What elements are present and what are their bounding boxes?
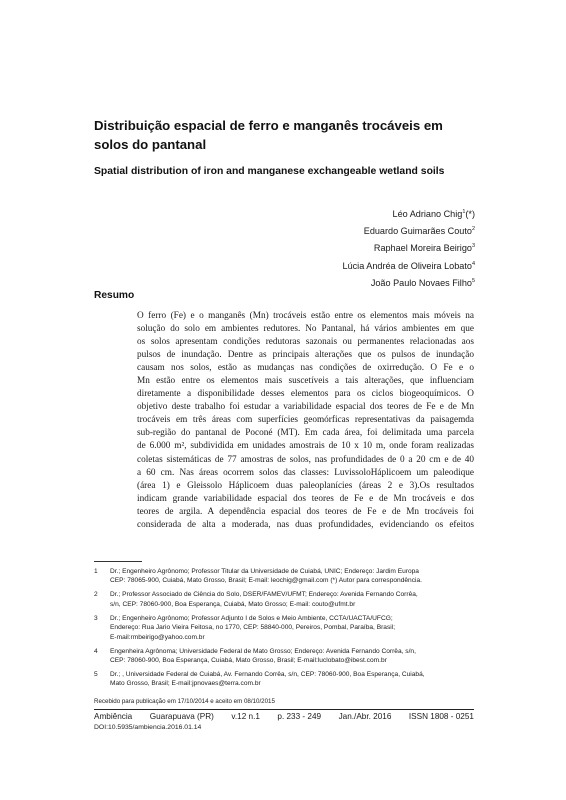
abstract-line: causam nos solos, estão as mudanças nas condições de oxirredução. O Fe e o bbox=[137, 363, 474, 374]
journal-city: Guarapuava (PR) bbox=[149, 712, 214, 721]
footnote-number: 4 bbox=[94, 647, 98, 655]
abstract-line: considerada de alta a moderada, nas duas profundidades, evidenciando os efeitos bbox=[137, 519, 474, 530]
footnote-line: Dr.; Professor Associado de Ciência do Solo, DSER/FAMEV/UFMT; Endereço: Avenida Fernando Corrêa, bbox=[110, 591, 418, 599]
footnote-line: CEP: 78065-900, Cuiabá, Mato Grosso, Brasil; E-mail: leochig@gmail.com (*) Autor para correspondência. bbox=[110, 577, 422, 585]
footnote-4 bbox=[94, 647, 474, 666]
footnote-line: Endereço: Rua Jario Vieira Feitosa, no 1770, CEP: 58840-000, Pereiros, Pombal, Paraíba, Brasil; bbox=[110, 624, 396, 632]
author-3 bbox=[343, 239, 475, 256]
footnote-divider bbox=[94, 561, 142, 562]
journal-pages: p. 233 - 249 bbox=[277, 712, 322, 721]
author-affiliation-mark: 2 bbox=[471, 226, 475, 233]
author-name: Raphael Moreira Beirigo bbox=[373, 243, 472, 254]
doi: DOI:10.5935/ambiencia.2016.01.14 bbox=[94, 724, 202, 731]
author-affiliation-mark: 5 bbox=[471, 277, 475, 284]
article-title-line-2: solos do pantanal bbox=[94, 137, 207, 152]
footnote-line: Mato Grosso, Brasil; E-mail:jpnovaes@terra.com.br bbox=[110, 680, 261, 688]
footnote-number: 1 bbox=[94, 568, 98, 575]
abstract-line: trocáveis em três áreas com superfícies geomórficas representativas da paisagemda bbox=[137, 415, 474, 426]
author-name: Léo Adriano Chig bbox=[392, 209, 463, 220]
abstract-line: O ferro (Fe) e o manganês (Mn) trocáveis estão entre os elementos mais móveis na bbox=[137, 311, 474, 321]
footnote-line: Dr.; Engenheiro Agrônomo; Professor Titular da Universidade de Cuiabá, UNIC; Endereço: Jardim Europa bbox=[110, 568, 419, 575]
author-2 bbox=[343, 222, 475, 239]
abstract-line: (área 1) e Gleissolo Háplicoem duas paleoplanícies (áreas 2 e 3).Os resultados bbox=[137, 480, 474, 491]
author-name: Eduardo Guimarães Couto bbox=[363, 226, 472, 237]
abstract-heading: Resumo bbox=[94, 290, 135, 301]
abstract-line: coletas sistemáticas de 77 amostras de solos, nas profundidades de 0 a 20 cm e de 40 bbox=[137, 454, 474, 465]
footnote-number: 2 bbox=[94, 591, 98, 599]
abstract-line: sub-região do pantanal de Poconé (MT). Em cada área, foi delimitada uma parcela bbox=[137, 428, 474, 439]
footnotes bbox=[94, 567, 474, 693]
abstract-line: diretamente a disponibilidade desses elementos para os ciclos biogeoquímicos. O bbox=[137, 389, 474, 400]
author-affiliation-mark: 4 bbox=[471, 260, 475, 267]
author-affiliation-mark: 1 bbox=[462, 209, 466, 215]
author-list bbox=[343, 205, 475, 291]
abstract-body bbox=[137, 310, 474, 532]
footnote-line: Engenheira Agrônoma; Universidade Federal de Mato Grosso; Endereço: Avenida Fernando Corrêa, s/n, bbox=[110, 647, 416, 655]
journal-name: Ambiência bbox=[94, 712, 133, 721]
corresponding-mark: (*) bbox=[465, 209, 475, 220]
footnote-number: 5 bbox=[94, 671, 98, 679]
abstract-line: indicam grande variabilidade espacial dos teores de Fe e de Mn trocáveis e dos bbox=[137, 493, 474, 504]
footnote-line: E-mail:rmbeirigo@yahoo.com.br bbox=[110, 633, 205, 641]
footnote-number: 3 bbox=[94, 614, 98, 622]
english-title: Spatial distribution of iron and manganese exchangeable wetland soils bbox=[94, 166, 445, 177]
abstract-line: Mn estão entre os elementos mais suscetíveis a tais alterações, que influenciam bbox=[137, 376, 474, 387]
abstract-line: solução do solo em ambientes redutores. No Pantanal, há vários ambientes em que bbox=[137, 324, 474, 335]
footnote-5 bbox=[94, 670, 474, 689]
footnote-2 bbox=[94, 590, 474, 609]
abstract-line: de 6.000 m², subdividida em unidades amostrais de 10 x 10 m, onde foram realizadas bbox=[137, 441, 474, 452]
article-title bbox=[94, 116, 494, 154]
journal-issn: ISSN 1808 - 0251 bbox=[408, 712, 474, 721]
abstract-line: teores de argila. A dependência espacial dos teores de Fe e de Mn trocáveis foi bbox=[137, 506, 474, 517]
received-date: Recebido para publicação em 17/10/2014 e aceito em 08/10/2015 bbox=[94, 698, 275, 705]
footnote-line: Dr.; , Universidade Federal de Cuiabá, Av. Fernando Corrêa, s/n, CEP: 78060-900, Boa Esperança, Cuiabá, bbox=[110, 671, 425, 679]
footnote-line: CEP: 78060-900, Boa Esperança, Cuiabá, Mato Grosso, Brasil; E-mail:luclobato@ibest.com.br bbox=[110, 657, 387, 665]
author-name: João Paulo Novaes Filho bbox=[370, 277, 472, 288]
author-name: Lúcia Andréa de Oliveira Lobato bbox=[342, 260, 472, 271]
journal-divider bbox=[94, 709, 474, 710]
author-1 bbox=[343, 205, 475, 222]
footnote-1 bbox=[94, 567, 474, 586]
footnote-line: s/n, CEP: 78060-900, Boa Esperança, Cuiabá, Mato Grosso; E-mail: couto@ufmt.br bbox=[110, 600, 356, 608]
journal-volume: v.12 n.1 bbox=[231, 712, 260, 721]
author-4 bbox=[343, 257, 475, 274]
footnote-line: Dr.; Engenheiro Agrônomo; Professor Adjunto I de Solos e Meio Ambiente, CCTA/UACTA/UFCG; bbox=[110, 614, 393, 622]
abstract-line: os solos apresentam condições redutoras sazonais ou permanentes relacionadas aos bbox=[137, 337, 474, 348]
author-affiliation-mark: 3 bbox=[471, 243, 475, 250]
journal-line bbox=[94, 712, 474, 721]
abstract-line: a 60 cm. Nas áreas ocorrem solos das classes: LuvissoloHáplicoem um paleodique bbox=[137, 467, 474, 478]
footnote-3 bbox=[94, 614, 474, 642]
abstract-line: pulsos de inundação. Dentre as principais alterações que os pulsos de inundação bbox=[137, 350, 474, 361]
journal-date: Jan./Abr. 2016 bbox=[338, 712, 392, 721]
author-5 bbox=[343, 274, 475, 291]
abstract-line: objetivo deste trabalho foi estudar a variabilidade espacial dos teores de Fe e de Mn bbox=[137, 402, 474, 413]
article-title-line-1: Distribuição espacial de ferro e manganês trocáveis em bbox=[94, 118, 443, 133]
